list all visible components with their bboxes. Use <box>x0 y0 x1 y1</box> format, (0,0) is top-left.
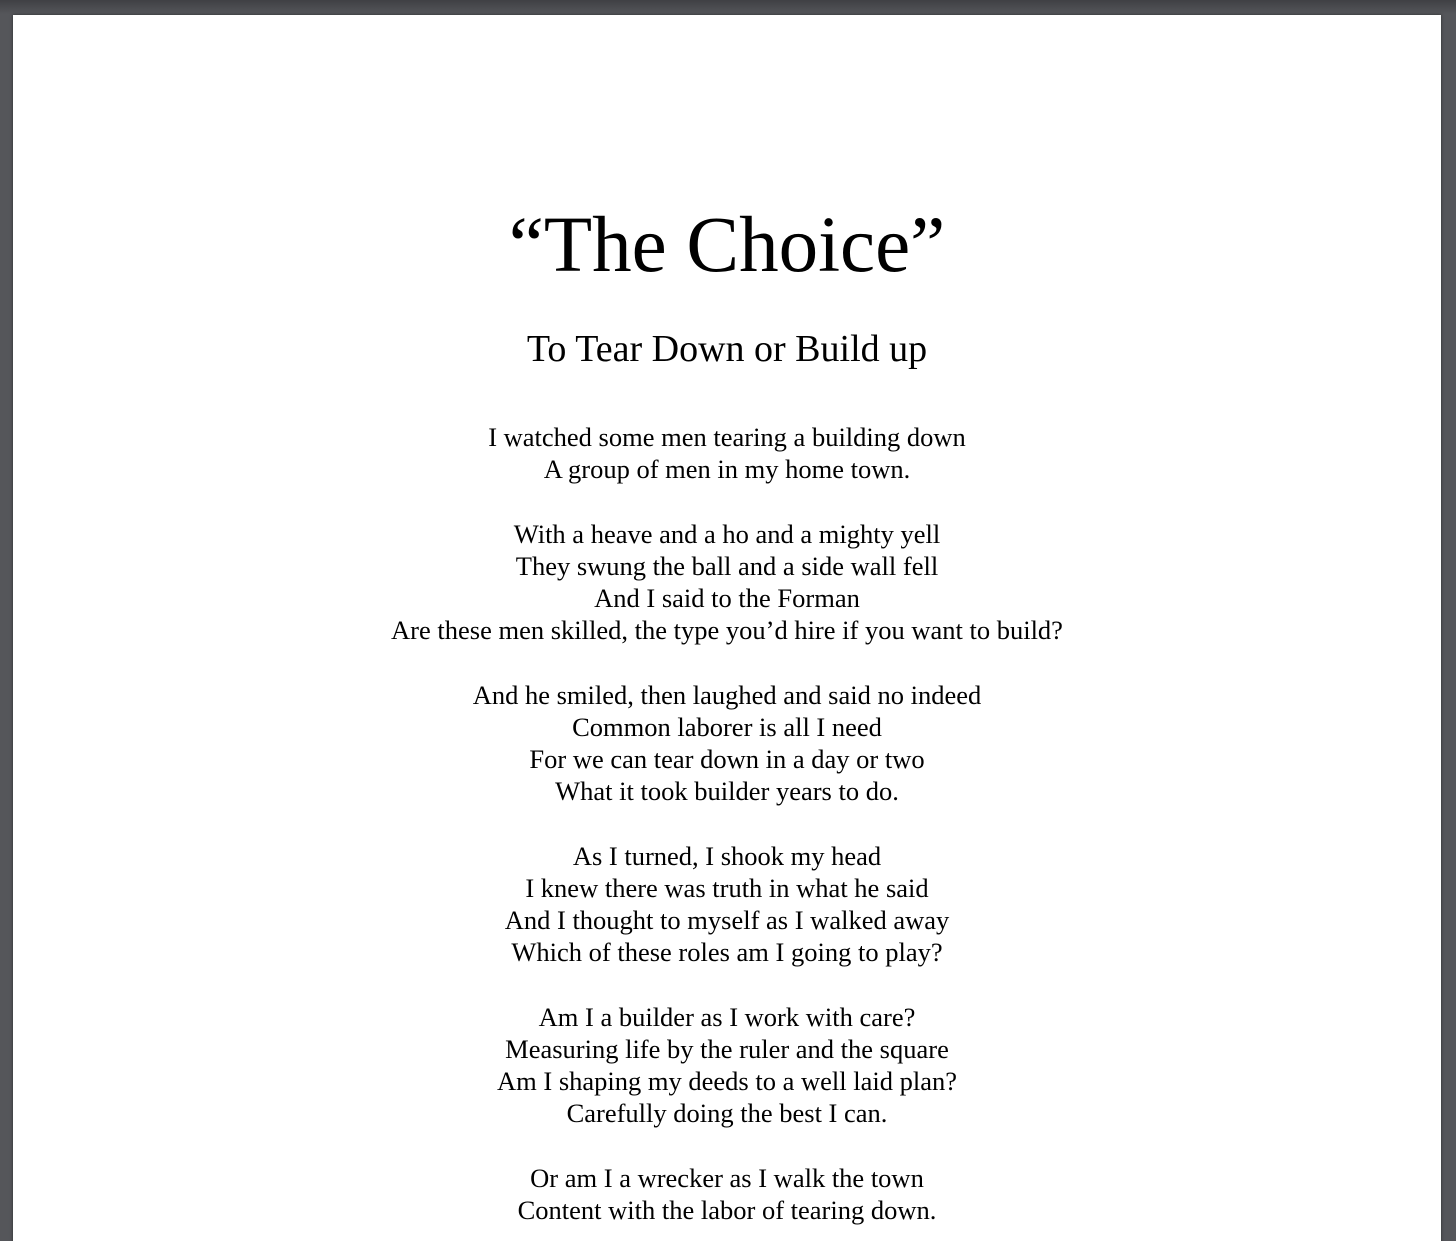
poem-line: Am I a builder as I work with care? <box>538 1001 916 1032</box>
poem-line: They swung the ball and a side wall fell <box>515 550 939 581</box>
poem-line: Or am I a wrecker as I walk the town <box>530 1162 924 1193</box>
poem-line: A group of men in my home town. <box>543 454 911 485</box>
poem-line: I watched some men tearing a building down <box>488 422 966 452</box>
stanza <box>13 518 1441 647</box>
poem-line: I knew there was truth in what he said <box>525 872 929 903</box>
document-page <box>13 15 1441 1241</box>
stanza <box>13 840 1441 969</box>
poem-line: Am I shaping my deeds to a well laid plan? <box>497 1066 957 1096</box>
poem-line: Which of these roles am I going to play? <box>511 937 943 968</box>
stanza <box>13 1162 1441 1226</box>
poem-line: With a heave and a ho and a mighty yell <box>513 518 941 549</box>
poem-line: What it took builder years to do. <box>555 776 899 807</box>
stanza <box>13 421 1441 485</box>
stanza <box>13 1001 1441 1130</box>
poem-line: For we can tear down in a day or two <box>529 744 925 774</box>
poem-body <box>13 421 1441 1241</box>
poem-line: As I turned, I shook my head <box>572 840 882 871</box>
poem-line: And I said to the Forman <box>594 583 860 613</box>
page-subtitle: To Tear Down or Build up <box>526 328 928 370</box>
stanza <box>13 679 1441 808</box>
poem-line: And he smiled, then laughed and said no indeed <box>472 679 982 710</box>
poem-line: And I thought to myself as I walked away <box>504 905 950 935</box>
poem-line: Content with the labor of tearing down. <box>517 1194 937 1225</box>
poem-line: Are these men skilled, the type you’d hire if you want to build? <box>391 615 1063 646</box>
poem-line: Carefully doing the best I can. <box>566 1098 888 1129</box>
poem-line: Measuring life by the ruler and the square <box>505 1033 949 1064</box>
poem-line: Common laborer is all I need <box>572 711 882 742</box>
page-title: “The Choice” <box>508 202 946 289</box>
